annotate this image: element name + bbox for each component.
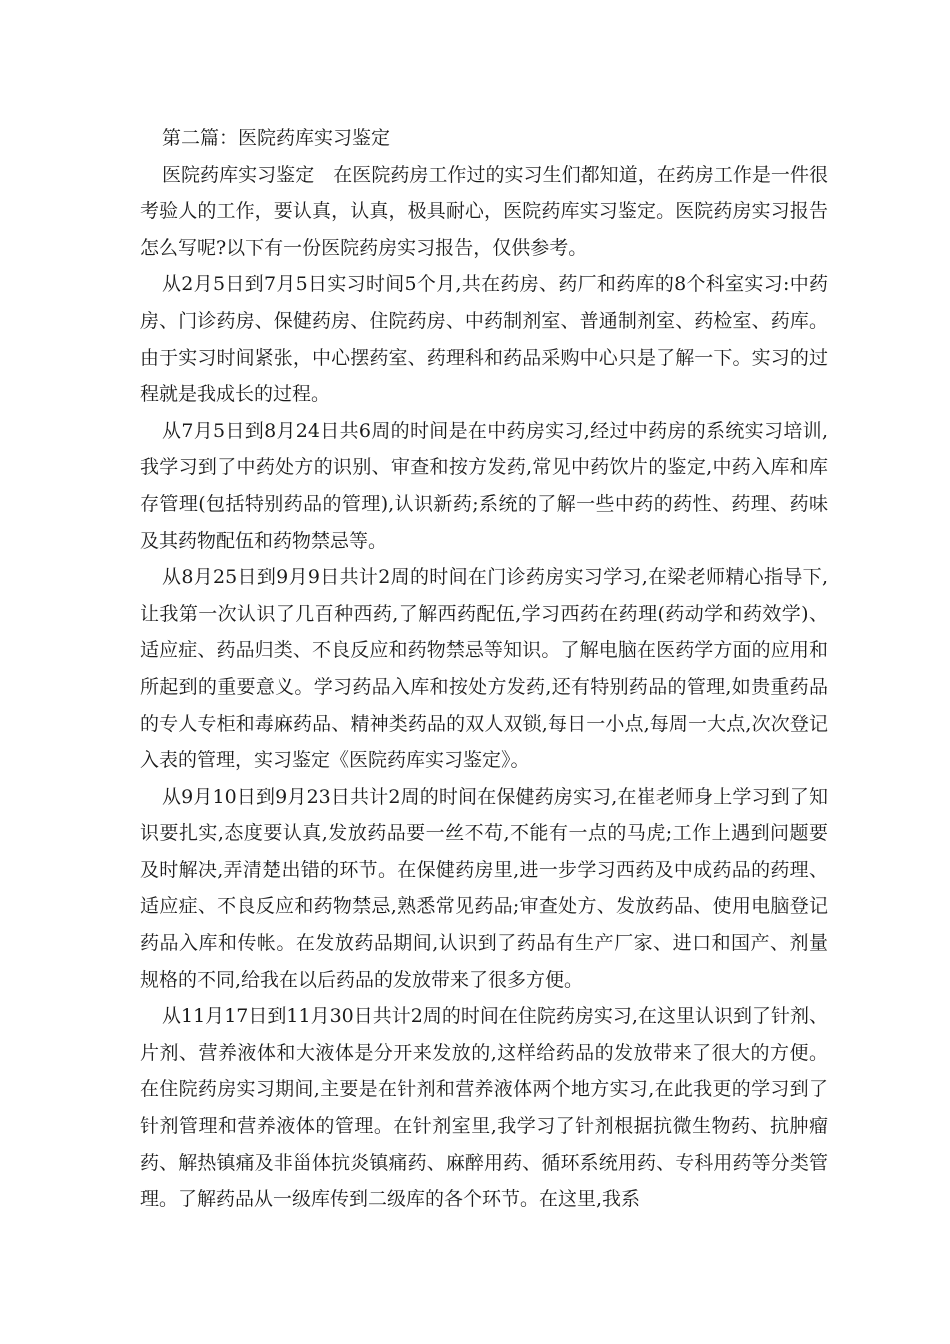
paragraph-intro: 医院药库实习鉴定 在医院药房工作过的实习生们都知道，在药房工作是一件很考验人的工作，要认真，认真，极具耐心，医院药库实习鉴定。医院药房实习报告怎么写呢?以下有一份医院药房实习报告，仅供参考。 bbox=[140, 163, 828, 259]
section-heading: 第二篇：医院药库实习鉴定 bbox=[162, 127, 391, 149]
paragraph-inpatient-pharmacy: 从11月17日到11月30日共计2周的时间在住院药房实习,在这里认识到了针剂、片剂、营养液体和大液体是分开来发放的,这样给药品的发放带来了很大的方便。在住院药房实习期间,主要是在针剂和营养液体两个地方实习,在此我更的学习到了针剂管理和营养液体的管理。在针剂室里,我学习了针剂根据抗微生物药、抗肿瘤药、解热镇痛及非甾体抗炎镇痛药、麻醉用药、循环系统用药、专科用药等分类管理。了解药品从一级库传到二级库的各个环节。在这里,我系 bbox=[140, 1005, 828, 1211]
document-body bbox=[140, 120, 828, 1218]
paragraph-outpatient-pharmacy: 从8月25日到9月9日共计2周的时间在门诊药房实习学习,在梁老师精心指导下,让我第一次认识了几百种西药,了解西药配伍,学习西药在药理(药动学和药效学)、适应症、药品归类、不良反应和药物禁忌等知识。了解电脑在医药学方面的应用和所起到的重要意义。学习药品入库和按处方发药,还有特别药品的管理,如贵重药品的专人专柜和毒麻药品、精神类药品的双人双锁,每日一小点,每周一大点,次次登记入表的管理，实习鉴定《医院药库实习鉴定》。 bbox=[140, 566, 828, 772]
paragraph-chinese-pharmacy: 从7月5日到8月24日共6周的时间是在中药房实习,经过中药房的系统实习培训,我学习到了中药处方的识别、审查和按方发药,常见中药饮片的鉴定,中药入库和库存管理(包括特别药品的管理),认识新药;系统的了解一些中药的药性、药理、药味及其药物配伍和药物禁忌等。 bbox=[140, 419, 828, 552]
paragraph-health-pharmacy: 从9月10日到9月23日共计2周的时间在保健药房实习,在崔老师身上学习到了知识要扎实,态度要认真,发放药品要一丝不苟,不能有一点的马虎;工作上遇到问题要及时解决,弄清楚出错的环节。在保健药房里,进一步学习西药及中成药品的药理、适应症、不良反应和药物禁忌,熟悉常见药品;审查处方、发放药品、使用电脑登记药品入库和传帐。在发放药品期间,认识到了药品有生产厂家、进口和国产、剂量规格的不同,给我在以后药品的发放带来了很多方便。 bbox=[140, 785, 828, 991]
paragraph-overview: 从2月5日到7月5日实习时间5个月,共在药房、药厂和药库的8个科室实习:中药房、门诊药房、保健药房、住院药房、中药制剂室、普通制剂室、药检室、药库。由于实习时间紧张，中心摆药室、药理科和药品采购中心只是了解一下。实习的过程就是我成长的过程。 bbox=[140, 273, 828, 406]
